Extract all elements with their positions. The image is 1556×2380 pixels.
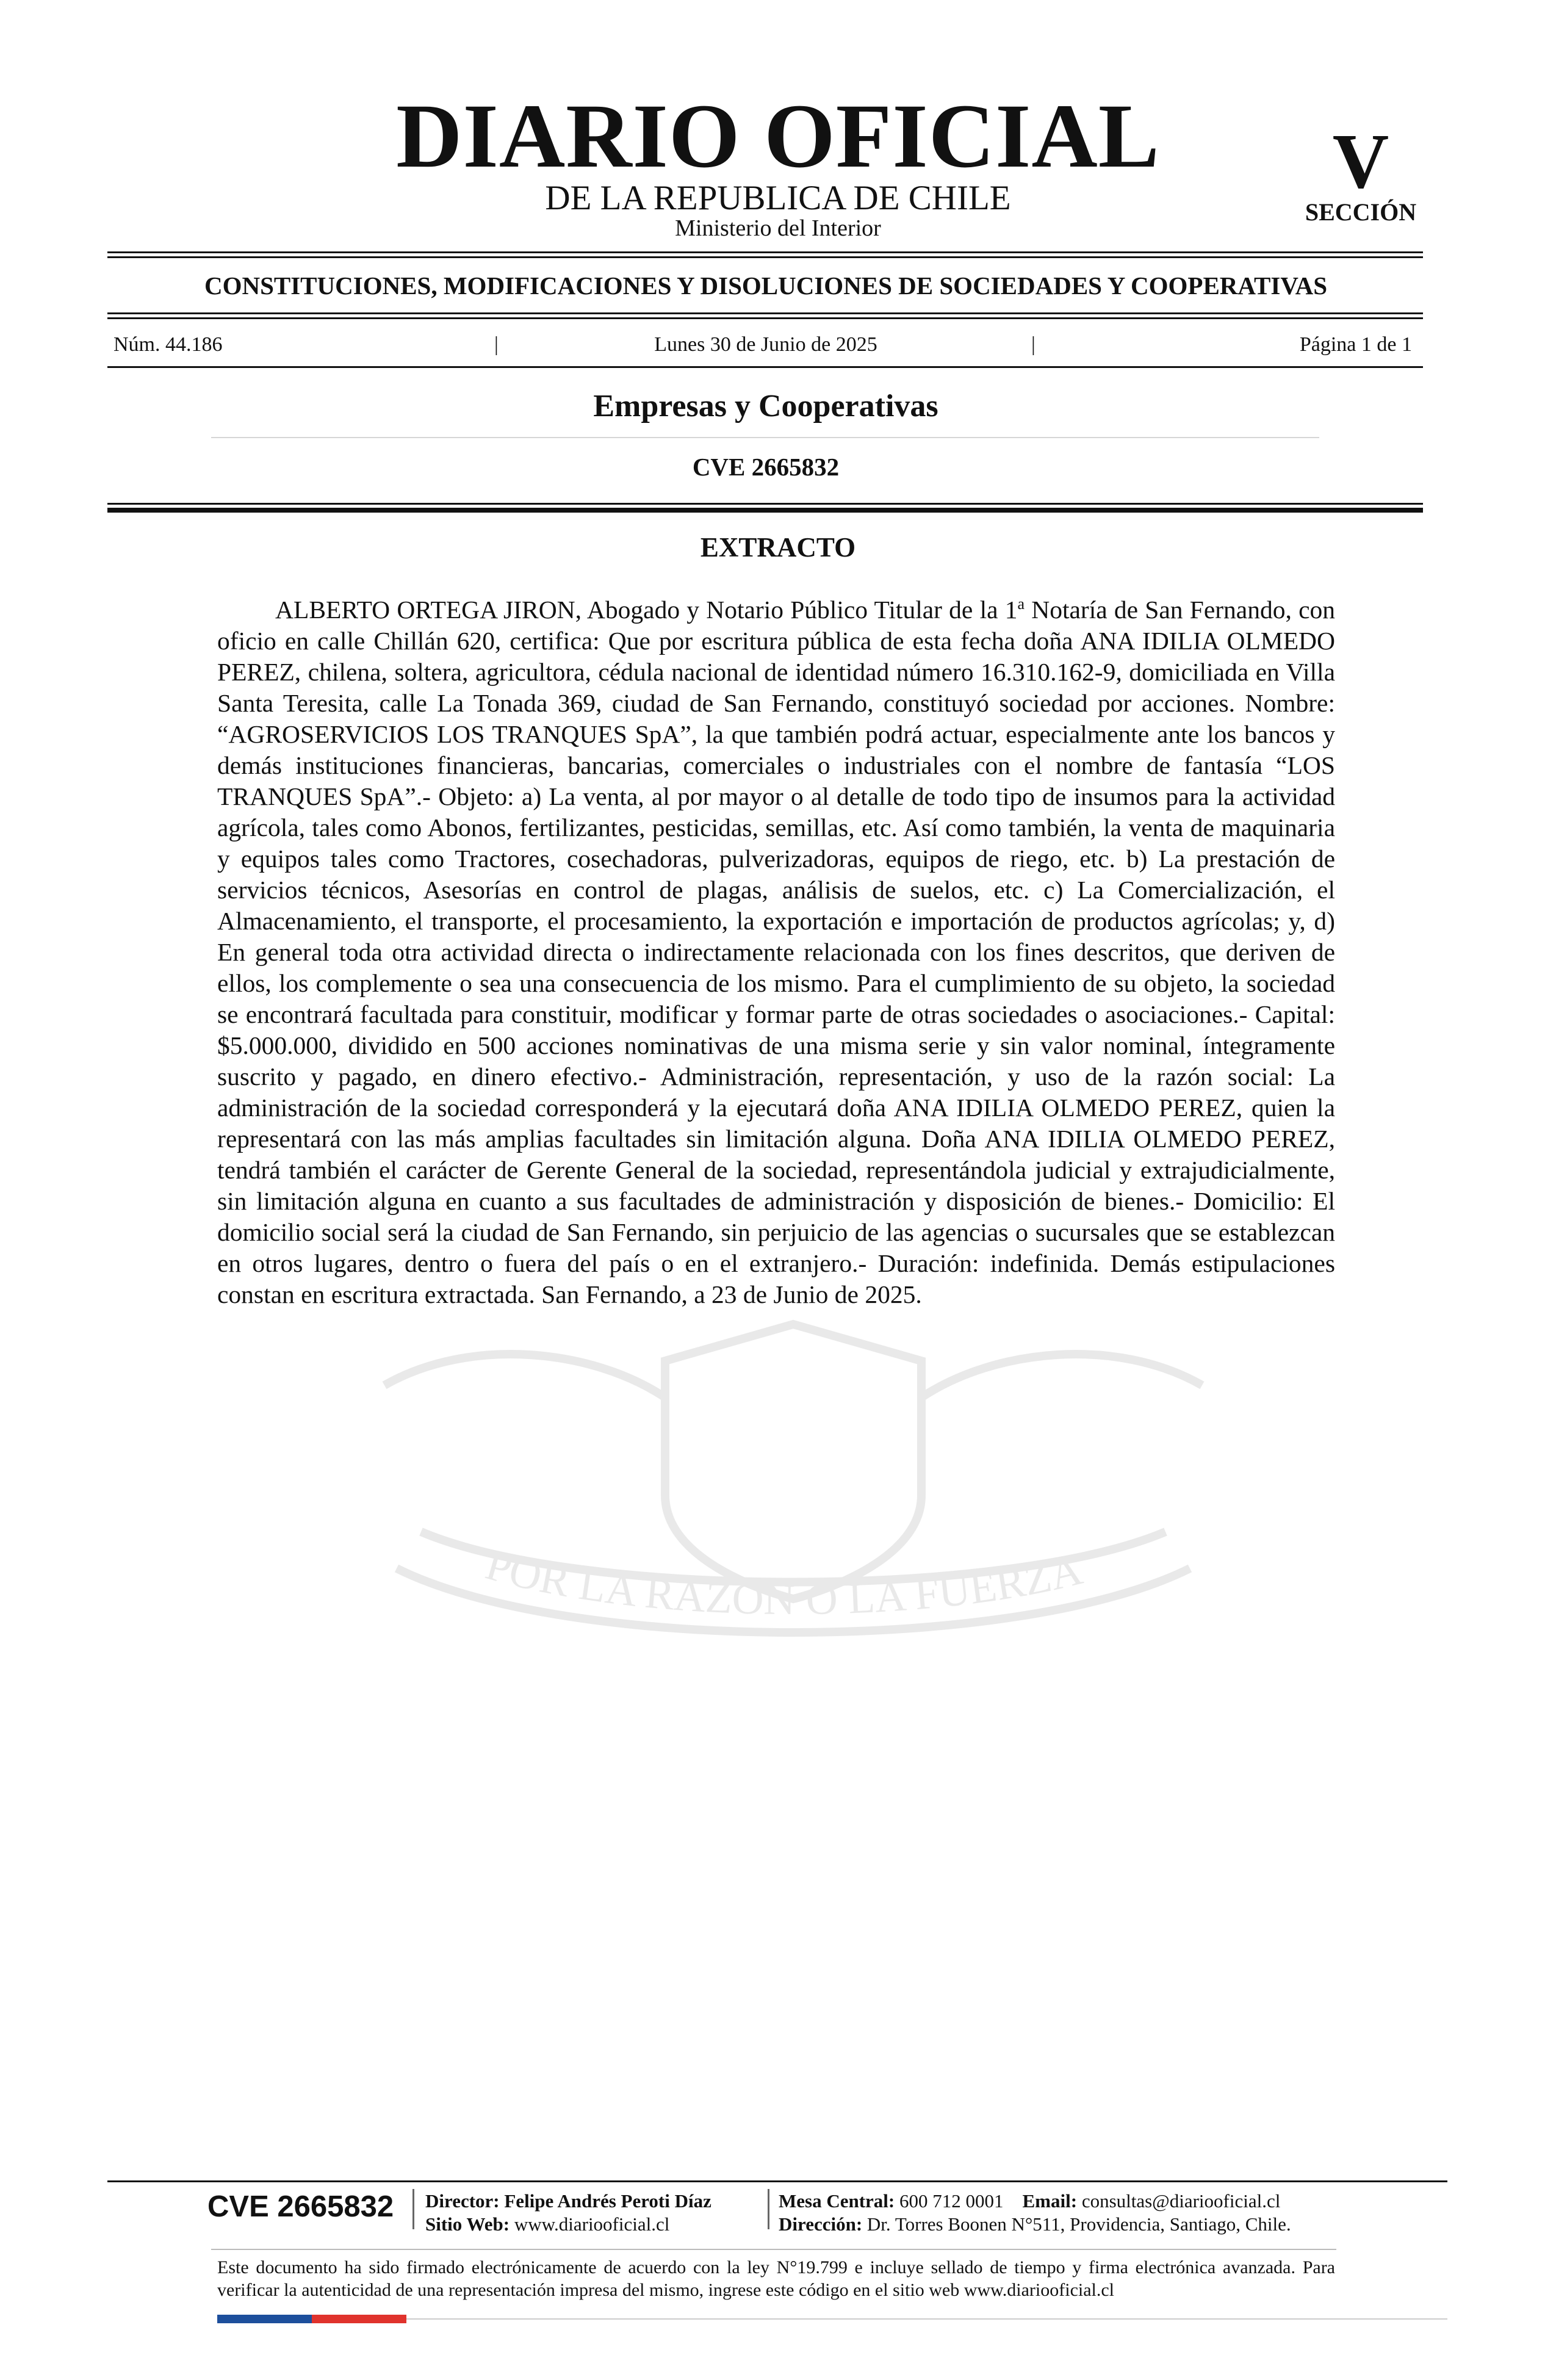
cve-rule-1: [107, 503, 1423, 505]
footer-divider: [768, 2189, 769, 2229]
category-title: Empresas y Cooperativas: [593, 389, 938, 424]
phone-label: Mesa Central:: [779, 2190, 895, 2212]
header-rule-2: [107, 256, 1423, 258]
document-body: [217, 594, 1335, 1310]
footer-editorial-info: [425, 2190, 711, 2236]
director-name: Felipe Andrés Peroti Díaz: [504, 2190, 711, 2212]
cve-rule-2: [107, 508, 1423, 513]
footer-contact-info: [779, 2190, 1291, 2236]
section-numeral: V: [1332, 118, 1389, 204]
page-indicator: Página 1 de 1: [1299, 333, 1412, 356]
meta-separator: |: [1031, 333, 1036, 356]
body-text-start: ALBERTO ORTEGA JIRON, Abogado y Notario Público Titular de la 1: [275, 596, 1018, 624]
issue-number: Núm. 44.186: [113, 333, 223, 356]
meta-separator: |: [494, 333, 499, 356]
section-label: SECCIÓN: [1305, 198, 1417, 226]
phone-value: 600 712 0001: [899, 2190, 1004, 2212]
coat-of-arms-watermark: [275, 1312, 1312, 1654]
address-label: Dirección:: [779, 2213, 863, 2235]
flag-blue-segment: [217, 2315, 312, 2323]
masthead-title: DIARIO OFICIAL: [396, 85, 1160, 187]
masthead-subtitle: DE LA REPUBLICA DE CHILE: [545, 179, 1011, 217]
cve-code: CVE 2665832: [692, 453, 840, 481]
flag-color-bar: [217, 2315, 406, 2323]
website-link[interactable]: www.diariooficial.cl: [514, 2213, 670, 2235]
email-link[interactable]: consultas@diariooficial.cl: [1081, 2190, 1281, 2212]
meta-rule: [107, 366, 1423, 368]
email-label: Email:: [1022, 2190, 1078, 2212]
issue-date: Lunes 30 de Junio de 2025: [654, 333, 877, 356]
header-rule-1: [107, 251, 1423, 253]
electronic-signature-notice: Este documento ha sido firmado electrónicamente de acuerdo con la ley N°19.799 e incluye sellado de tiempo y firma electrónica avanzada. Para verificar la autenticidad de una representación impresa del mismo, ingrese este código en el sitio web www.diariooficial.cl: [217, 2257, 1335, 2300]
footer-bottom-rule: [406, 2318, 1447, 2320]
footer-inner-rule: [211, 2249, 1336, 2250]
director-label: Director:: [425, 2190, 500, 2212]
footer-divider: [412, 2189, 414, 2229]
banner-rule-1: [107, 312, 1423, 314]
footer-cve: CVE 2665832: [207, 2190, 394, 2223]
masthead-ministry: Ministerio del Interior: [675, 215, 881, 241]
address-value: Dr. Torres Boonen N°511, Providencia, Santiago, Chile.: [866, 2213, 1291, 2235]
website-label: Sitio Web:: [425, 2213, 510, 2235]
footer-rule: [107, 2180, 1447, 2182]
ordinal-marker: a: [1017, 595, 1025, 613]
flag-red-segment: [312, 2315, 406, 2323]
banner-rule-2: [107, 317, 1423, 319]
svg-text:POR LA RAZON O LA FUERZA: [481, 1540, 1087, 1624]
body-text-rest: Notaría de San Fernando, con oficio en calle Chillán 620, certifica: Que por escritura pública de esta fecha doña ANA IDILIA OLMEDO PEREZ, chilena, soltera, agricultora, cédula nacional de identidad número 16.310.162-9, domiciliada en Villa Santa Teresita, calle La Tonada 369, ciudad de San Fernando, constituyó sociedad por acciones. Nombre: “AGROSERVICIOS LOS TRANQUES SpA”, la que también podrá actuar, especialmente ante los bancos y demás instituciones financieras, bancarias, comerciales o industriales con el nombre de fantasía “LOS TRANQUES SpA”.- Objeto: a) La venta, al por mayor o al detalle de todo tipo de insumos para la actividad agrícola, tales como Abonos, fertilizantes, pesticidas, semillas, etc. Así como también, la venta de maquinaria y equipos tales como Tractores, cosechadoras, pulverizadoras, equipos de riego, etc. b) La prestación de servicios técnicos, Asesorías en control de plagas, análisis de suelos, etc. c) La Comercialización, el Almacenamiento, el transporte, el procesamiento, la exportación e importación de productos agrícolas; y, d) En general toda otra actividad directa o indirectamente relacionada con los fines descritos, que deriven de ellos, los complemente o sea una consecuencia de los mismo. Para el cumplimiento de su objeto, la sociedad se encontrará facultada para constituir, modificar y formar parte de otras sociedades o asociaciones.- Capital: $5.000.000, dividido en 500 acciones nominativas de una misma serie y sin valor nominal, íntegramente suscrito y pagado, en dinero efectivo.- Administración, representación, y uso de la razón social: La administración de la sociedad corresponderá y la ejecutará doña ANA IDILIA OLMEDO PEREZ, quien la representará con las más amplias facultades sin limitación alguna. Doña ANA IDILIA OLMEDO PEREZ, tendrá también el carácter de Gerente General de la sociedad, representándola judicial y extrajudicialmente, sin limitación alguna en cuanto a sus facultades de administración y disposición de bienes.- Domicilio: El domicilio social será la ciudad de San Fernando, sin perjuicio de las agencias o sucursales que se establezcan en otros lugares, dentro o fuera del país o en el extranjero.- Duración: indefinida. Demás estipulaciones constan en escritura extractada. San Fernando, a 23 de Junio de 2025.: [217, 596, 1335, 1308]
document-heading: EXTRACTO: [700, 532, 856, 563]
watermark-motto: POR LA RAZON O LA FUERZA: [480, 1540, 1087, 1625]
category-rule: [211, 437, 1319, 438]
section-banner: CONSTITUCIONES, MODIFICACIONES Y DISOLUCIONES DE SOCIEDADES Y COOPERATIVAS: [204, 272, 1328, 300]
